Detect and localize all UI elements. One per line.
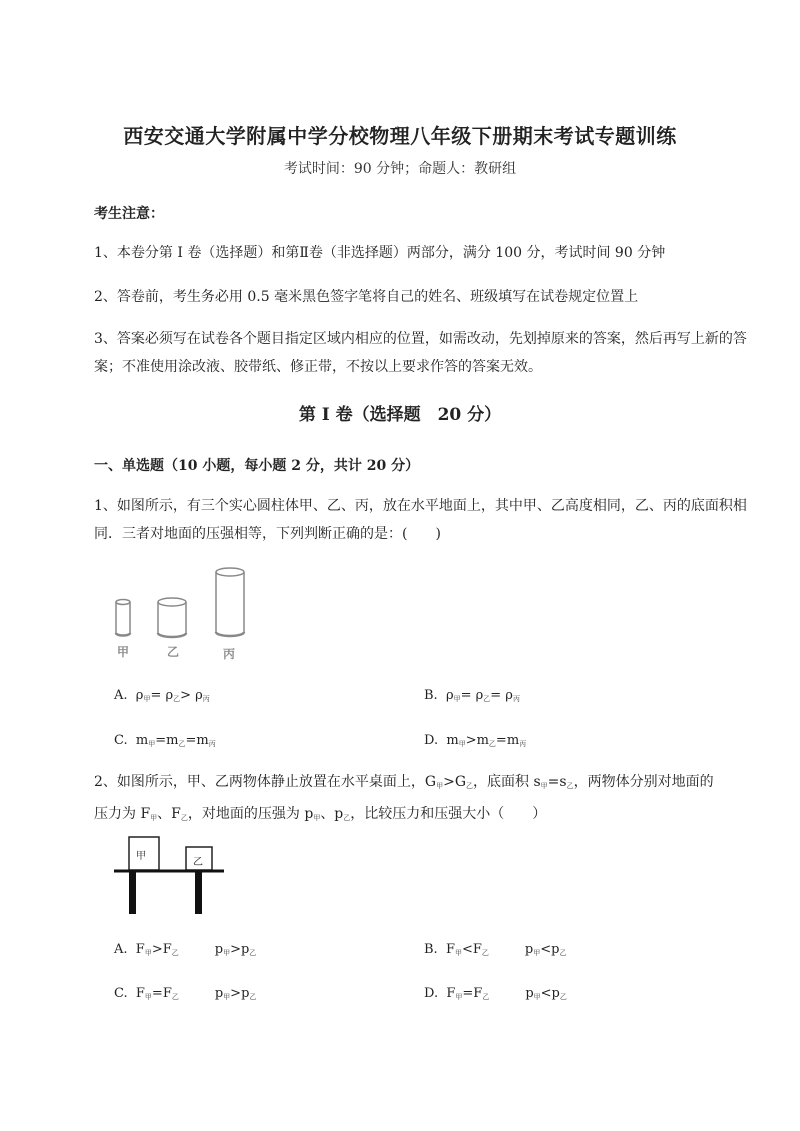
figure-label-jia: 甲 bbox=[117, 645, 130, 659]
part-heading: 一、单选题（10 小题，每小题 2 分，共计 20 分） bbox=[94, 458, 420, 474]
figure-label-bing: 丙 bbox=[223, 647, 236, 661]
block-label-yi: 乙 bbox=[193, 857, 203, 868]
cylinders-figure bbox=[105, 560, 255, 665]
cylinder-yi-top bbox=[158, 598, 186, 606]
section-title: 第 I 卷（选择题 20 分） bbox=[298, 405, 502, 425]
page-title: 西安交通大学附属中学分校物理八年级下册期末考试专题训练 bbox=[123, 124, 677, 148]
q2-option-b[interactable]: B. $F_甲<F_乙$ $p_甲<p_乙$ bbox=[424, 942, 567, 957]
q2-option-d[interactable]: D. $F_甲=F_乙$ $p_甲<p_乙$ bbox=[424, 986, 567, 1001]
cylinder-jia-top bbox=[116, 600, 130, 605]
notice-item-3: 3、答案必须写在试卷各个题目指定区域内相应的位置，如需改动，先划掉原来的答案，然后再写上新的答案；不准使用涂改液、胶带纸、修正带，不按以上要求作答的答案无效。 bbox=[94, 331, 747, 375]
q1-option-d[interactable]: D. $m_甲>m_乙=m_丙$ bbox=[424, 733, 527, 748]
notice-item-2: 2、答卷前，考生务必用 0.5 毫米黑色签字笔将自己的姓名、班级填写在试卷规定位置上 bbox=[94, 289, 639, 305]
exam-meta: 考试时间：90 分钟；命题人：教研组 bbox=[283, 161, 517, 177]
q1-option-a[interactable]: A. $\rho_甲= \rho_乙> \rho_丙$ bbox=[114, 688, 210, 703]
figure-label-yi: 乙 bbox=[167, 645, 180, 659]
table-figure bbox=[112, 835, 228, 917]
question-1-stem: 1、如图所示，有三个实心圆柱体甲、乙、丙，放在水平地面上，其中甲、乙高度相同，乙、丙的底面积相同．三者对地面的压强相等，下列判断正确的是：( ) bbox=[94, 498, 747, 542]
table-leg-left bbox=[129, 872, 136, 914]
table-leg-right bbox=[195, 872, 202, 914]
notice-label: 考生注意： bbox=[94, 206, 164, 222]
block-label-jia: 甲 bbox=[136, 851, 146, 862]
notice-item-1: 1、本卷分第 I 卷（选择题）和第Ⅱ卷（非选择题）两部分，满分 100 分，考试时间 90 分钟 bbox=[94, 245, 666, 261]
q2-option-c[interactable]: C. $F_甲=F_乙$ $p_甲>p_乙$ bbox=[114, 986, 257, 1001]
q1-option-c[interactable]: C. $m_甲=m_乙=m_丙$ bbox=[114, 733, 216, 748]
question-2-stem: 2、如图所示，甲、乙两物体静止放置在水平桌面上，$G_甲>G_乙$，底面积 $s_甲=s_乙$，两物体分别对地面的 压力为 $F_甲$、$F_乙$，对地面的压强为 $p_甲$、$p_乙$，比较压力和压强大小（ ） bbox=[94, 774, 714, 822]
q1-option-b[interactable]: B. $\rho_甲= \rho_乙= \rho_丙$ bbox=[424, 688, 520, 703]
cylinder-bing-top bbox=[216, 568, 244, 576]
q2-option-a[interactable]: A. $F_甲>F_乙$ $p_甲>p_乙$ bbox=[114, 942, 257, 957]
